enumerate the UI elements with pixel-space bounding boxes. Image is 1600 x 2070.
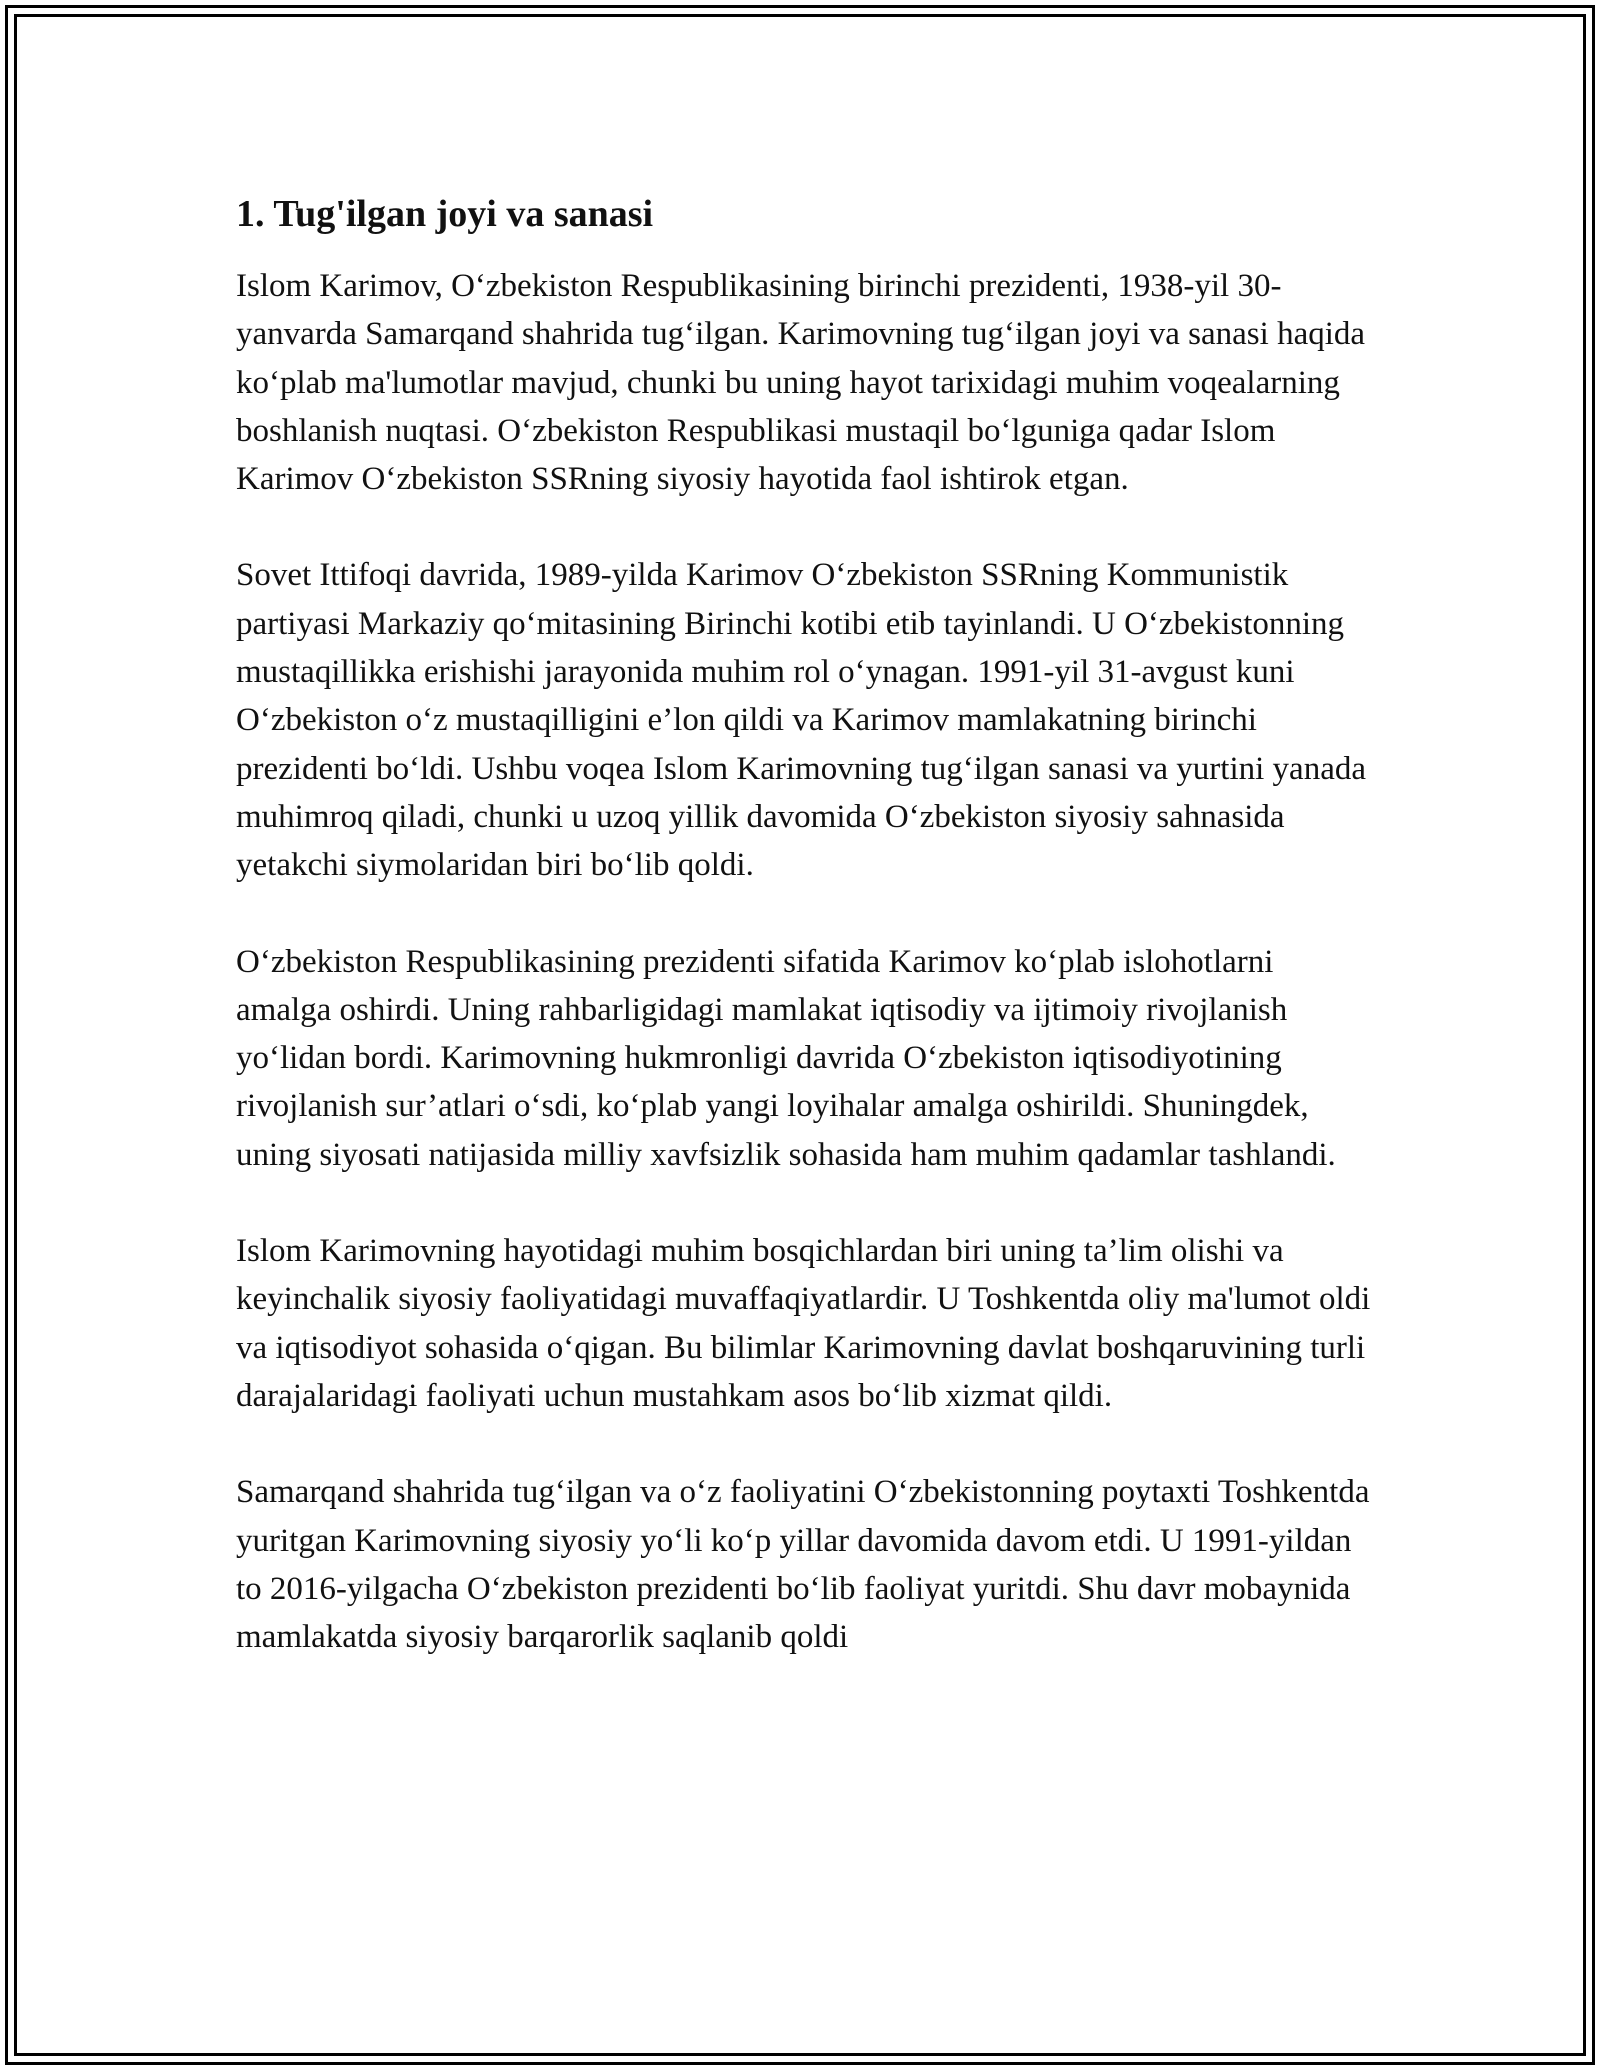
paragraph-4: Islom Karimovning hayotidagi muhim bosqichlardan biri uning ta’lim olishi va keyinchalik siyosiy faoliyatidagi muvaffaqiyatlardir. U Toshkentda oliy ma'lumot oldi va iqtisodiyot sohasida o‘qigan. Bu bilimlar Karimovning davlat boshqaruvining turli darajalaridagi faoliyati uchun mustahkam asos bo‘lib xizmat qildi. bbox=[236, 1233, 1371, 1414]
paragraph-2: Sovet Ittifoqi davrida, 1989-yilda Karimov O‘zbekiston SSRning Kommunistik partiyasi Markaziy qo‘mitasining Birinchi kotibi etib tayinlandi. U O‘zbekistonning mustaqillikka erishishi jarayonida muhim rol o‘ynagan. 1991-yil 31-avgust kuni O‘zbekiston o‘z mustaqilligini e’lon qildi va Karimov mamlakatning birinchi prezidenti bo‘ldi. Ushbu voqea Islom Karimovning tug‘ilgan sanasi va yurtini yanada muhimroq qiladi, chunki u uzoq yillik davomida O‘zbekiston siyosiy sahnasida yetakchi siymolaridan biri bo‘lib qoldi. bbox=[236, 557, 1366, 884]
paragraph-5: Samarqand shahrida tug‘ilgan va o‘z faoliyatini O‘zbekistonning poytaxti Toshkentda yuritgan Karimovning siyosiy yo‘li ko‘p yillar davomida davom etdi. U 1991-yildan to 2016-yilgacha O‘zbekiston prezidenti bo‘lib faoliyat yuritdi. Shu davr mobaynida mamlakatda siyosiy barqarorlik saqlanib qoldi bbox=[236, 1474, 1370, 1656]
document-body bbox=[236, 186, 1376, 1709]
paragraph-1: Islom Karimov, O‘zbekiston Respublikasining birinchi prezidenti, 1938-yil 30-yanvarda Samarqand shahrida tug‘ilgan. Karimovning tug‘ilgan joyi va sanasi haqida ko‘plab ma'lumotlar mavjud, chunki bu uning hayot tarixidagi muhim voqealarning boshlanish nuqtasi. O‘zbekiston Respublikasi mustaqil bo‘lguniga qadar Islom Karimov O‘zbekiston SSRning siyosiy hayotida faol ishtirok etgan. bbox=[236, 268, 1366, 498]
section-heading: 1. Tug'ilgan joyi va sanasi bbox=[236, 193, 654, 235]
paragraph-3: O‘zbekiston Respublikasining prezidenti sifatida Karimov ko‘plab islohotlarni amalga oshirdi. Uning rahbarligidagi mamlakat iqtisodiy va ijtimoiy rivojlanish yo‘lidan bordi. Karimovning hukmronligi davrida O‘zbekiston iqtisodiyotining rivojlanish sur’atlari o‘sdi, ko‘plab yangi loyihalar amalga oshirildi. Shuningdek, uning siyosati natijasida milliy xavfsizlik sohasida ham muhim qadamlar tashlandi. bbox=[236, 943, 1336, 1173]
